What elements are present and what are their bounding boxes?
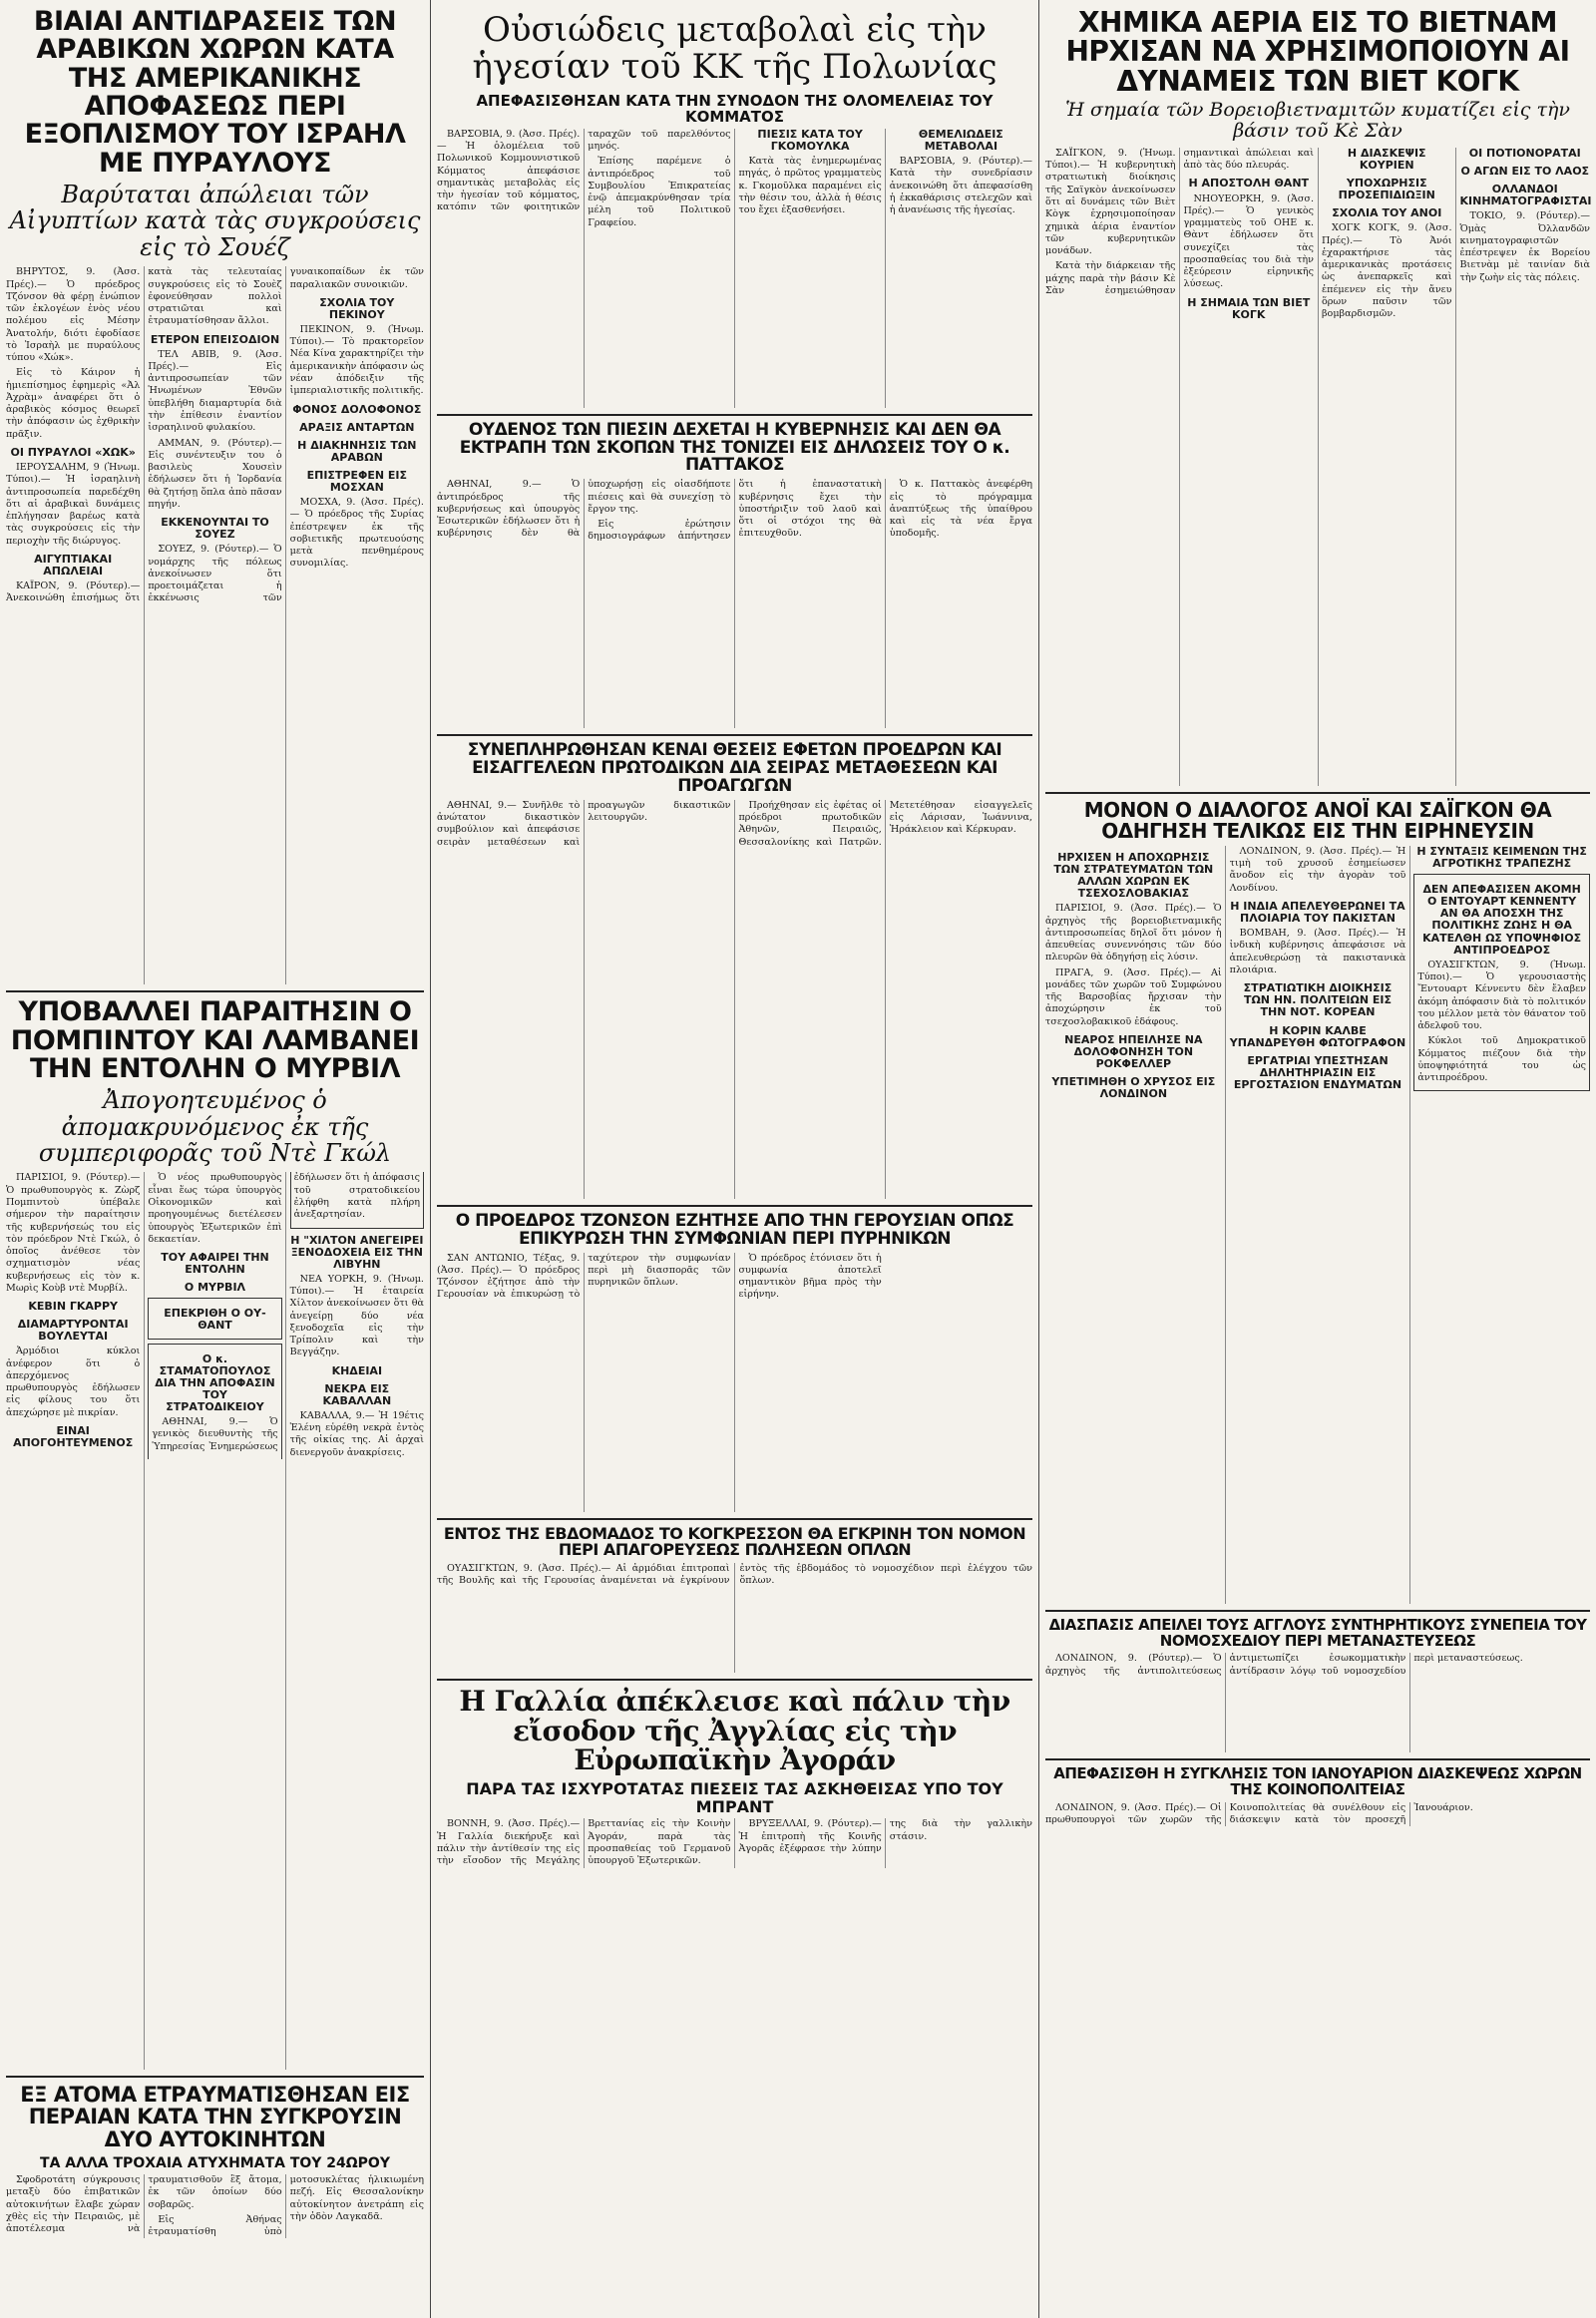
article-conservatives [1045, 1653, 1590, 1752]
paragraph: ΙΕΡΟΥΣΑΛΗΜ, 9 (Ἡνωμ. Τύποι).— Ἡ ἰσραηλινὴ ἀντιπροσωπεία παρεδέχθη ὅτι αἱ ἀραβικαὶ δυνάμεις ἐπλήγησαν βαρέως κατὰ τὰς συγκρούσεις εἰς τὴν περιοχὴν τῆς διώρυγος. [6, 462, 141, 547]
kicker: Η ΔΙΑΚΗΝΗΣΙΣ ΤΩΝ ΑΡΑΒΩΝ [297, 438, 417, 464]
divider [1045, 792, 1590, 794]
subhead-khe-sanh: Ἡ σημαία τῶν Βορειοβιετναμιτῶν κυματίζει εἰς τὴν βάσιν τοῦ Κὲ Σὰν [1065, 99, 1570, 143]
paragraph: ΚΑΪΡΟΝ, 9. (Ρόυτερ).— Ἀνεκοινώθη ἐπισήμως ὅτι κατὰ τὰς τελευταίας συγκρούσεις εἰς τὸ Σουὲζ ἐφονεύθησαν πολλοὶ στρατιῶται καὶ ἐτραυματίσθησαν ἄλλοι. [6, 266, 282, 604]
divider [6, 990, 424, 992]
kicker: ΦΟΝΟΣ ΔΟΛΟΦΟΝΟΣ [292, 402, 422, 416]
subhead-brandt: ΠΑΡΑ ΤΑΣ ΙΣΧΥΡΟΤΑΤΑΣ ΠΙΕΣΕΙΣ ΤΑΣ ΑΣΚΗΘΕΙΣΑΣ ΥΠΟ ΤΟΥ ΜΠΡΑΝΤ [466, 1779, 1003, 1816]
headline-pattakos: ΟΥΔΕΝΟΣ ΤΩΝ ΠΙΕΣΙΝ ΔΕΧΕΤΑΙ Η ΚΥΒΕΡΝΗΣΙΣ ΚΑΙ ΔΕΝ ΘΑ ΕΚΤΡΑΠΗ ΤΩΝ ΣΚΟΠΩΝ ΤΗΣ ΤΟΝΙΖΕΙ ΕΙΣ ΔΗΛΩΣΕΙΣ ΤΟΥ Ο κ. ΠΑΤΤΑΚΟΣ [459, 419, 1010, 476]
kicker: ΤΟΥ ΑΦΑΙΡΕΙ ΤΗΝ ΕΝΤΟΛΗΝ [161, 1251, 269, 1277]
paragraph: Κατὰ τὴν διάρκειαν τῆς μάχης παρὰ τὴν βάσιν Κὲ Σὰν ἐσημειώθησαν σημαντικαὶ ἀπώλειαι καὶ ἀπὸ τὰς δύο πλευράς. [1045, 147, 1314, 296]
paragraph: Ὁ πρόεδρος ἐτόνισεν ὅτι ἡ συμφωνία ἀποτελεῖ σημαντικὸν βῆμα πρὸς τὴν εἰρήνην. [738, 1252, 882, 1301]
paragraph: ΠΕΚΙΝΟΝ, 9. (Ἡνωμ. Τύποι).— Τὸ πρακτορεῖον Νέα Κίνα χαρακτηρίζει τὴν ἀμερικανικὴν ἀπόφασιν ὡς νέαν ἀπόδειξιν τῆς ἰμπεριαλιστικῆς πολιτικῆς. [289, 323, 424, 397]
paragraph: ΑΜΜΑΝ, 9. (Ρόυτερ).— Εἰς συνέντευξιν του ὁ βασιλεὺς Χουσεὶν ἐδήλωσεν ὅτι ἡ Ἰορδανία θὰ ζητήσῃ ὅπλα ἀπὸ πᾶσαν πηγήν. [148, 437, 282, 510]
paragraph: ΠΡΑΓΑ, 9. (Ἀσσ. Πρές).— Αἱ μονάδες τῶν χωρῶν τοῦ Συμφώνου τῆς Βαρσοβίας ἤρχισαν τὴν ἀποχώρησιν ἐκ τοῦ τσεχοσλοβακικοῦ ἐδάφους. [1045, 966, 1222, 1027]
paragraph: Ὁ νέος πρωθυπουργὸς εἶναι ἕως τώρα ὑπουργὸς Οἰκονομικῶν καὶ προηγουμένως διετέλεσεν ὑπουργὸς Ἐξωτερικῶν ἐπὶ δεκαετίαν. [148, 1172, 282, 1245]
kicker: ΘΕΜΕΛΙΩΔΕΙΣ ΜΕΤΑΒΟΛΑΙ [918, 127, 1003, 153]
paragraph: ΛΟΝΔΙΝΟΝ, 9. (Ἀσσ. Πρές).— Οἱ πρωθυπουργοὶ τῶν χωρῶν τῆς Κοινοπολιτείας θὰ συνέλθουν εἰς διάσκεψιν κατὰ τὸν προσεχῆ Ἰανουάριον. [1045, 1801, 1473, 1826]
article-vietnam [1045, 148, 1590, 786]
paragraph: ΠΑΡΙΣΙΟΙ, 9. (Ρόυτερ).— Ὁ πρωθυπουργὸς κ. Ζὼρζ Πομπιντοὺ ὑπέβαλε σήμερον τὴν παραίτησιν τῆς κυβερνήσεώς του εἰς τὸν πρόεδρον Ντὲ Γκώλ, ὁ ὁποῖος ἀνέθεσε τὸν σχηματισμὸν νέας κυβερνήσεως εἰς τὸν κ. Μωρὶς Κοὺβ ντὲ Μυρβίλ. [6, 1172, 141, 1294]
divider [1045, 1758, 1590, 1760]
paragraph: Εἰς Ἀθήνας ἐτραυματίσθη ὑπὸ μοτοσυκλέτας ἡλικιωμένη πεζή. Εἰς Θεσσαλονίκην αὐτοκίνητον ἀνετράπη εἰς τὴν ὁδὸν Λαγκαδᾶ. [148, 2173, 424, 2238]
column-right [1039, 0, 1596, 2318]
headline-car-crash: ΕΞ ΑΤΟΜΑ ΕΤΡΑΥΜΑΤΙΣΘΗΣΑΝ ΕΙΣ ΠΕΡΑΙΑΝ ΚΑΤΑ ΤΗΝ ΣΥΓΚΡΟΥΣΙΝ ΔΥΟ ΑΥΤΟΚΙΝΗΤΩΝ [20, 2083, 410, 2151]
paragraph: ΑΘΗΝΑΙ, 9.— Ὁ γενικὸς διευθυντὴς τῆς Ὑπηρεσίας Ἐνημερώσεως ἐδήλωσεν ὅτι ἡ ἀπόφασις τοῦ στρατοδικείου ἐλήφθη κατὰ πλήρη ἀνεξαρτησίαν. [152, 1172, 420, 1452]
paragraph: ΑΘΗΝΑΙ, 9.— Ὁ ἀντιπρόεδρος τῆς κυβερνήσεως καὶ ὑπουργὸς Ἐσωτερικῶν ἐδήλωσεν ὅτι ἡ κυβέρνησις δὲν θὰ ὑποχωρήσῃ εἰς οἱασδήποτε πιέσεις καὶ θὰ συνεχίσῃ τὸ ἔργον της. [437, 479, 731, 540]
kicker: ΕΠΙΣΤΡΕΦΕΝ ΕΙΣ ΜΟΣΧΑΝ [306, 468, 408, 495]
paragraph: ΠΑΡΙΣΙΟΙ, 9. (Ἀσσ. Πρές).— Ὁ ἀρχηγὸς τῆς βορειοβιετναμικῆς ἀντιπροσωπείας δηλοῖ ὅτι μόνον ἡ ἀπευθείας συνεννόησις τῶν δύο πλευρῶν θὰ ὁδηγήσῃ εἰς λύσιν. [1045, 903, 1222, 964]
kicker: ΗΡΧΙΣΕΝ Η ΑΠΟΧΩΡΗΣΙΣ ΤΩΝ ΣΤΡΑΤΕΥΜΑΤΩΝ ΤΩΝ ΑΛΛΩΝ ΧΩΡΩΝ ΕΚ ΤΣΕΧΟΣΛΟΒΑΚΙΑΣ [1053, 850, 1214, 901]
paragraph: ΝΕΑ ΥΟΡΚΗ, 9. (Ἡνωμ. Τύποι).— Ἡ ἑταιρεία Χίλτον ἀνεκοίνωσεν ὅτι θὰ ἀνεγείρῃ δύο νέα ξενοδοχεῖα εἰς τὴν Τρίπολιν καὶ τὴν Βεγγάζην. [289, 1273, 424, 1358]
article-poland [437, 129, 1032, 408]
headline-congress-guns: ΕΝΤΟΣ ΤΗΣ ΕΒΔΟΜΑΔΟΣ ΤΟ ΚΟΓΚΡΕΣΣΟΝ ΘΑ ΕΓΚΡΙΝΗ ΤΟΝ ΝΟΜΟΝ ΠΕΡΙ ΑΠΑΓΟΡΕΥΣΕΩΣ ΠΩΛΗΣΕΩΝ ΟΠΛΩΝ [443, 1523, 1026, 1560]
kicker: ΕΙΝΑΙ ΑΠΟΓΟΗΤΕΥΜΕΝΟΣ [13, 1423, 134, 1450]
kicker: ΕΡΓΑΤΡΙΑΙ ΥΠΕΣΤΗΣΑΝ ΔΗΛΗΤΗΡΙΑΣΙΝ ΕΙΣ ΕΡΓΟΣΤΑΣΙΟΝ ΕΝΔΥΜΑΤΩΝ [1233, 1053, 1402, 1091]
kicker: ΔΕΝ ΑΠΕΦΑΣΙΣΕΝ ΑΚΟΜΗ Ο ΕΝΤΟΥΑΡΤ ΚΕΝΝΕΝΤΥ ΑΝ ΘΑ ΑΠΟΣΧΗ ΤΗΣ ΠΟΛΙΤΙΚΗΣ ΖΩΗΣ Η ΘΑ ΚΑΤΕΛΘΗ ΩΣ ΥΠΟΨΗΦΙΟΣ ΑΝΤΙΠΡΟΕΔΡΟΣ [1422, 883, 1582, 957]
kicker: Η ΔΙΑΣΚΕΨΙΣ ΚΟΥΡΙΕΝ [1347, 146, 1426, 173]
paragraph: ΒΑΡΣΟΒΙΑ, 9. (Ἀσσ. Πρές).— Ἡ ὁλομέλεια τοῦ Πολωνικοῦ Κομμουνιστικοῦ Κόμματος ἀπεφάσισε σημαντικὰς μεταβολὰς εἰς τὴν ἡγεσίαν τοῦ κόμματος, κατόπιν τῶν φοιτητικῶν ταραχῶν τοῦ παρελθόντος μηνός. [437, 128, 731, 213]
headline-johnson-nuclear: Ο ΠΡΟΕΔΡΟΣ ΤΖΟΝΣΟΝ ΕΖΗΤΗΣΕ ΑΠΟ ΤΗΝ ΓΕΡΟΥΣΙΑΝ ΟΠΩΣ ΕΠΙΚΥΡΩΣΗ ΤΗΝ ΣΥΜΦΩΝΙΑΝ ΠΕΡΙ ΠΥΡΗΝΙΚΩΝ [455, 1210, 1014, 1249]
paragraph: Κύκλοι τοῦ Δημοκρατικοῦ Κόμματος πιέζουν διὰ τὴν ὑποψηφιότητά του ὡς ἀντιπροέδρου. [1417, 1035, 1586, 1084]
kicker: Ο κ. ΣΤΑΜΑΤΟΠΟΥΛΟΣ ΔΙΑ ΤΗΝ ΑΠΟΦΑΣΙΝ ΤΟΥ ΣΤΡΑΤΟΔΙΚΕΙΟΥ [155, 1352, 275, 1413]
kicker: ΕΠΕΚΡΙΘΗ Ο ΟΥ-ΘΑΝΤ [164, 1307, 266, 1333]
kicker: ΣΧΟΛΙΑ ΤΟΥ ΠΕΚΙΝΟΥ [319, 295, 395, 321]
paragraph: Εἰς τὸ Κάιρον ἡ ἡμιεπίσημος ἐφημερὶς «Ἀλ Ἀχρὰμ» ἀναφέρει ὅτι ὁ ἀραβικὸς κόσμος θεωρεῖ τὴν ἀπόφασιν ὡς ἐχθρικὴν πρᾶξιν. [6, 367, 141, 440]
paragraph: ΑΘΗΝΑΙ, 9.— Συνῆλθε τὸ ἀνώτατον δικαστικὸν συμβούλιον καὶ ἀπεφάσισε σειρὰν μεταθέσεων καὶ προαγωγῶν δικαστικῶν λειτουργῶν. [437, 799, 731, 848]
paragraph: Ἐπίσης παρέμενε ὁ ἀντιπρόεδρος τοῦ Συμβουλίου Ἐπικρατείας ἐνῷ ἀπεμακρύνθησαν τρία μέλη τοῦ Πολιτικοῦ Γραφείου. [588, 156, 731, 228]
kicker: ΥΠΟΧΩΡΗΣΙΣ ΠΡΟΣΕΠΙΔΙΩΞΙΝ [1338, 177, 1435, 202]
paragraph: ΒΑΡΣΟΒΙΑ, 9. (Ρόυτερ).— Κατὰ τὴν συνεδρίασιν ἀνεκοινώθη ὅτι ἀπεφασίσθη ἡ ἐκκαθάρισις στελεχῶν καὶ ἡ ἀνανέωσις τῆς ἡγεσίας. [889, 155, 1032, 216]
headline-arab-reactions: ΒΙΑΙΑΙ ΑΝΤΙΔΡΑΣΕΙΣ ΤΩΝ ΑΡΑΒΙΚΩΝ ΧΩΡΩΝ ΚΑΤΑ ΤΗΣ ΑΜΕΡΙΚΑΝΙΚΗΣ ΑΠΟΦΑΣΕΩΣ ΠΕΡΙ ΕΞΟΠΛΙΣΜΟΥ ΤΟΥ ΙΣΡΑΗΛ ΜΕ ΠΥΡΑΥΛΟΥΣ [24, 6, 406, 179]
divider [6, 2076, 424, 2078]
subhead-egyptian-losses: Βαρύταται ἀπώλειαι τῶν Αἰγυπτίων κατὰ τὰς συγκρούσεις εἰς τὸ Σουέζ [9, 181, 421, 261]
paragraph: Προήχθησαν εἰς ἐφέτας οἱ πρόεδροι πρωτοδικῶν Ἀθηνῶν, Πειραιῶς, Θεσσαλονίκης καὶ Πατρῶν. Μετετέθησαν εἰσαγγελεῖς εἰς Λάρισαν, Ἰωάννινα, Ἡράκλειον καὶ Κέρκυραν. [738, 799, 1032, 848]
paragraph: ΒΟΝΝΗ, 9. (Ἀσσ. Πρές).— Ἡ Γαλλία διεκήρυξε καὶ πάλιν τὴν ἀντίθεσίν της εἰς τὴν εἴσοδον τῆς Μεγάλης Βρεττανίας εἰς τὴν Κοινὴν Ἀγοράν, παρὰ τὰς προσπαθείας τοῦ Γερμανοῦ ὑπουργοῦ Ἐξωτερικῶν. [437, 1818, 731, 1867]
kicker: ΝΕΑΡΟΣ ΗΠΕΙΛΗΣΕ ΝΑ ΔΟΛΟΦΟΝΗΣΗ ΤΟΝ ΡΟΚΦΕΛΛΕΡ [1064, 1032, 1203, 1071]
kicker: ΑΡΑΞΙΣ ΑΝΤΑΡΤΩΝ [299, 420, 415, 434]
paragraph: Εἰς ἐρώτησιν δημοσιογράφων ἀπήντησεν ὅτι ἡ ἐπαναστατικὴ κυβέρνησις ἔχει τὴν ὑποστήριξιν τοῦ λαοῦ καὶ ὅτι οἱ στόχοι της θὰ ἐπιτευχθοῦν. [588, 479, 882, 543]
headline-commonwealth: ΑΠΕΦΑΣΙΣΘΗ Η ΣΥΓΚΛΗΣΙΣ ΤΟΝ ΙΑΝΟΥΑΡΙΟΝ ΔΙΑΣΚΕΨΕΩΣ ΧΩΡΩΝ ΤΗΣ ΚΟΙΝΟΠΟΛΙΤΕΙΑΣ [1053, 1764, 1582, 1799]
kicker: Η ΑΠΟΣΤΟΛΗ ΘΑΝΤ [1188, 177, 1310, 191]
paragraph: ΤΟΚΙΟ, 9. (Ρόυτερ).— Ὁμὰς Ὀλλανδῶν κινηματογραφιστῶν ἐπέστρεψεν ἐκ Βορείου Βιετνὰμ μὲ ταινίαν διὰ τὴν ζωὴν εἰς τὰς πόλεις. [1459, 210, 1590, 283]
paragraph: ΒΡΥΞΕΛΛΑΙ, 9. (Ρόυτερ).— Ἡ ἐπιτροπὴ τῆς Κοινῆς Ἀγορᾶς ἐξέφρασε τὴν λύπην της διὰ τὴν γαλλικὴν στάσιν. [738, 1818, 1032, 1855]
kicker: ΟΙ ΠΥΡΑΥΛΟΙ «ΧΩΚ» [10, 445, 136, 459]
paragraph: ΧΟΓΚ ΚΟΓΚ, 9. (Ἀσσ. Πρές).— Τὸ Ἀνόι ἐχαρακτήρισε τὰς ἀμερικανικὰς προτάσεις ὡς ἀνεπαρκεῖς καὶ ἐπέμενεν εἰς τὴν ἄνευ ὅρων παῦσιν τῶν βομβαρδισμῶν. [1322, 222, 1452, 320]
column-middle [431, 0, 1039, 2318]
divider [1045, 1610, 1590, 1612]
kicker: Ο ΑΓΩΝ ΕΙΣ ΤΟ ΛΑΟΣ [1460, 165, 1590, 179]
kicker: ΕΚΚΕΝΟΥΝΤΑΙ ΤΟ ΣΟΥΕΖ [161, 516, 269, 542]
article-france-britain [437, 1818, 1032, 1867]
article-hanoi-saigon [1045, 846, 1590, 1604]
kicker: Η "ΧΙΛΤΟΝ ΑΝΕΓΕΙΡΕΙ ΞΕΝΟΔΟΧΕΙΑ ΕΙΣ ΤΗΝ ΛΙΒΥΗΝ [290, 1233, 424, 1271]
paragraph: ΟΥΑΣΙΓΚΤΩΝ, 9. (Ἀσσ. Πρές).— Αἱ ἀρμόδιαι ἐπιτροπαὶ τῆς Βουλῆς καὶ τῆς Γερουσίας ἀναμένεται νὰ ἐγκρίνουν ἐντὸς τῆς ἑβδομάδος τὸ νομοσχέδιον περὶ ἐλέγχου τῶν ὅπλων. [437, 1563, 1032, 1587]
paragraph: ΝΗΟΥΕΟΡΚΗ, 9. (Ἀσσ. Πρές).— Ὁ γενικὸς γραμματεὺς τοῦ ΟΗΕ κ. Θὰντ ἐδήλωσεν ὅτι συνεχίζει τὰς προσπαθείας του διὰ τὴν ἐξεύρεσιν εἰρηνικῆς λύσεως. [1183, 193, 1314, 290]
kicker: ΚΗΔΕΙΑΙ [331, 1363, 383, 1377]
kicker: ΣΤΡΑΤΙΩΤΙΚΗ ΔΙΟΙΚΗΣΙΣ ΤΩΝ ΗΝ. ΠΟΛΙΤΕΙΩΝ ΕΙΣ ΤΗΝ ΝΟΤ. ΚΟΡΕΑΝ [1243, 981, 1393, 1019]
paragraph: ΟΥΑΣΙΓΚΤΩΝ, 9. (Ἡνωμ. Τύποι).— Ὁ γερουσιαστὴς Ἔντουαρτ Κέννεντυ δὲν ἔλαβεν ἀκόμη ἀπόφασιν διὰ τὸ πολιτικόν του μέλλον μετὰ τὸν θάνατον τοῦ ἀδελφοῦ του. [1417, 959, 1586, 1032]
article-johnson-nuclear [437, 1253, 1032, 1512]
paragraph: ΣΑΪΓΚΟΝ, 9. (Ἡνωμ. Τύποι).— Ἡ κυβερνητικὴ στρατιωτικὴ διοίκησις τῆς Σαϊγκὸν ἀνεκοίνωσεν ὅτι αἱ δυνάμεις τῶν Βιὲτ Κὸγκ ἐχρησιμοποίησαν χημικὰ ἀέρια ἐναντίον τῶν κυβερνητικῶν μονάδων. [1045, 147, 1176, 257]
headline-conservatives: ΔΙΑΣΠΑΣΙΣ ΑΠΕΙΛΕΙ ΤΟΥΣ ΑΓΓΛΟΥΣ ΣΥΝΤΗΡΗΤΙΚΟΥΣ ΣΥΝΕΠΕΙΑ ΤΟΥ ΝΟΜΟΣΧΕΔΙΟΥ ΠΕΡΙ ΜΕΤΑΝΑΣΤΕΥΣΕΩΣ [1048, 1615, 1587, 1650]
kicker: ΝΕΚΡΑ ΕΙΣ ΚΑΒΑΛΛΑΝ [322, 1381, 392, 1407]
divider [437, 734, 1032, 736]
paragraph: ΣΟΥΕΖ, 9. (Ρόυτερ).— Ὁ νομάρχης τῆς πόλεως ἀνεκοίνωσεν ὅτι προετοιμάζεται ἡ ἐκκένωσις τῶν γυναικοπαίδων ἐκ τῶν παραλιακῶν συνοικιῶν. [148, 266, 424, 604]
kicker: Η ΚΟΡΙΝ ΚΑΛΒΕ ΥΠΑΝΔΡΕΥΘΗ ΦΩΤΟΓΡΑΦΟΝ [1229, 1023, 1406, 1049]
article-judges [437, 800, 1032, 1199]
headline-poland: Οὐσιώδεις μεταβολαὶ εἰς τὴν ἡγεσίαν τοῦ ΚΚ τῆς Πολωνίας [472, 10, 998, 88]
paragraph: Κατὰ τὰς ἐνημερωμένας πηγάς, ὁ πρῶτος γραμματεὺς κ. Γκομοῦλκα παραμένει εἰς τὴν θέσιν του, ἀλλὰ ἡ θέσις του ἔχει ἐξασθενήσει. [738, 155, 882, 216]
paragraph: ΚΑΒΑΛΛΑ, 9.— Ἡ 19έτις Ἑλένη εὑρέθη νεκρὰ ἐντὸς τῆς οἰκίας της. Αἱ ἀρχαὶ διενεργοῦν ἀνακρίσεις. [289, 1409, 424, 1458]
kicker: ΚΕΒΙΝ ΓΚΑΡΡΥ [28, 1300, 118, 1314]
subhead-poland: ΑΠΕΦΑΣΙΣΘΗΣΑΝ ΚΑΤΑ ΤΗΝ ΣΥΝΟΔΟΝ ΤΗΣ ΟΛΟΜΕΛΕΙΑΣ ΤΟΥ ΚΟΜΜΑΤΟΣ [476, 91, 994, 127]
headline-hanoi-saigon: ΜΟΝΟΝ Ο ΔΙΑΛΟΓΟΣ ΑΝΟΪ ΚΑΙ ΣΑΪΓΚΟΝ ΘΑ ΟΔΗΓΗΣΗ ΤΕΛΙΚΩΣ ΕΙΣ ΤΗΝ ΕΙΡΗΝΕΥΣΙΝ [1083, 797, 1552, 843]
divider [437, 1679, 1032, 1681]
column-left [0, 0, 431, 2318]
paragraph: ΛΟΝΔΙΝΟΝ, 9. (Ἀσσ. Πρές).— Ἡ τιμὴ τοῦ χρυσοῦ ἐσημείωσεν ἄνοδον εἰς τὴν ἀγορὰν τοῦ Λονδίνου. [1229, 845, 1406, 894]
kicker: ΥΠΕΤΙΜΗΘΗ Ο ΧΡΥΣΟΣ ΕΙΣ ΛΟΝΔΙΝΟΝ [1051, 1075, 1216, 1101]
paragraph: Ὁ κ. Παττακὸς ἀνεφέρθη εἰς τὸ πρόγραμμα ἀναπτύξεως τῆς ὑπαίθρου καὶ εἰς τὰ νέα ἔργα ὑποδομῆς. [889, 479, 1032, 540]
kicker: ΣΧΟΛΙΑ ΤΟΥ ΑΝΟΙ [1332, 206, 1442, 220]
subhead-de-gaulle: Ἀπογοητευμένος ὁ ἀπομακρυνόμενος ἐκ τῆς συμπεριφορᾶς τοῦ Ντὲ Γκώλ [38, 1086, 392, 1168]
headline-vietnam-gas: ΧΗΜΙΚΑ ΑΕΡΙΑ ΕΙΣ ΤΟ ΒΙΕΤΝΑΜ ΗΡΧΙΣΑΝ ΝΑ ΧΡΗΣΙΜΟΠΟΙΟΥΝ ΑΙ ΔΥΝΑΜΕΙΣ ΤΩΝ ΒΙΕΤ ΚΟΓΚ [1065, 6, 1570, 98]
kicker: Η ΙΝΔΙΑ ΑΠΕΛΕΥΘΕΡΩΝΕΙ ΤΑ ΠΛΟΙΑΡΙΑ ΤΟΥ ΠΑΚΙΣΤΑΝ [1230, 900, 1405, 926]
article-commonwealth [1045, 1802, 1590, 1827]
kicker: Η ΣΥΝΤΑΞΙΣ ΚΕΙΜΕΝΩΝ ΤΗΣ ΑΓΡΟΤΙΚΗΣ ΤΡΑΠΕΖΗΣ [1416, 844, 1587, 871]
divider [437, 1205, 1032, 1207]
kicker: Η ΣΗΜΑΙΑ ΤΩΝ ΒΙΕΤ ΚΟΓΚ [1187, 295, 1311, 321]
article-arab-reactions [6, 266, 424, 984]
paragraph: ΒΗΡΥΤΟΣ, 9. (Ἀσσ. Πρές).— Ὁ πρόεδρος Τζόνσον θὰ φέρῃ ἐνώπιον τῶν ἐκλογέων ἑνὸς νέου πολέμου εἰς Μέσην Ἀνατολήν, διότι ἐφοδίασε τὸ Ἰσραὴλ με πυραύλους τύπου «Χώκ». [6, 266, 141, 364]
kicker: ΑΙΓΥΠΤΙΑΚΑΙ ΑΠΩΛΕΙΑΙ [34, 552, 113, 578]
paragraph: ΜΟΣΧΑ, 9. (Ἀσσ. Πρές).— Ὁ πρόεδρος τῆς Συρίας ἐπέστρεψεν ἐκ τῆς σοβιετικῆς πρωτευούσης μετὰ πενθημέρους συνομιλίας. [289, 497, 424, 570]
article-pompidou [6, 1172, 424, 2070]
article-pattakos [437, 479, 1032, 728]
kicker: ΕΤΕΡΟΝ ΕΠΕΙΣΟΔΙΟΝ [150, 332, 280, 346]
paragraph: ΤΕΛ ΑΒΙΒ, 9. (Ἀσσ. Πρές).— Εἰς ἀντιπροσωπείαν τῶν Ἡνωμένων Ἐθνῶν ὑπεβλήθη διαμαρτυρία διὰ τὴν ἐπίθεσιν ἐναντίον ἰσραηλινοῦ φυλακίου. [148, 348, 282, 434]
paragraph: Σφοδροτάτη σύγκρουσις μεταξὺ δύο ἐπιβατικῶν αὐτοκινήτων ἔλαβε χώραν χθὲς εἰς τὴν Πειραιῶς, μὲ ἀποτέλεσμα νὰ τραυματισθοῦν ἓξ ἄτομα, ἐκ τῶν ὁποίων δύο σοβαρῶς. [6, 2173, 282, 2235]
headline-france-britain: Η Γαλλία ἀπέκλεισε καὶ πάλιν τὴν εἴσοδον τῆς Ἀγγλίας εἰς τὴν Εὐρωπαϊκὴν Ἀγοράν [459, 1685, 1010, 1776]
article-congress-guns [437, 1563, 1032, 1673]
divider [437, 1518, 1032, 1520]
paragraph: ΛΟΝΔΙΝΟΝ, 9. (Ρόυτερ).— Ὁ ἀρχηγὸς τῆς ἀντιπολιτεύσεως ἀντιμετωπίζει ἐσωκομματικὴν ἀντίδρασιν λόγῳ τοῦ νομοσχεδίου περὶ μεταναστεύσεως. [1045, 1653, 1523, 1677]
kicker: ΠΙΕΣΙΣ ΚΑΤΑ ΤΟΥ ΓΚΟΜΟΥΛΚΑ [757, 127, 863, 153]
divider [437, 414, 1032, 416]
kicker: ΔΙΑΜΑΡΤΥΡΟΝΤΑΙ ΒΟΥΛΕΥΤΑΙ [17, 1318, 129, 1344]
subhead-traffic: ΤΑ ΑΛΛΑ ΤΡΟΧΑΙΑ ΑΤΥΧΗΜΑΤΑ ΤΟΥ 24ΩΡΟΥ [40, 2154, 390, 2171]
kicker: ΟΙ ΠΟΤΙΟΝΟΡΑΤΑΙ [1468, 146, 1581, 160]
kicker: ΟΛΛΑΝΔΟΙ ΚΙΝΗΜΑΤΟΓΡΑΦΙΣΤΑΙ [1459, 183, 1592, 208]
headline-pompidou-resigns: ΥΠΟΒΑΛΛΕΙ ΠΑΡΑΙΤΗΣΙΝ Ο ΠΟΜΠΙΝΤΟΥ ΚΑΙ ΛΑΜΒΑΝΕΙ ΤΗΝ ΕΝΤΟΛΗΝ Ο ΜΥΡΒΙΛ [10, 996, 420, 1084]
paragraph: ΒΟΜΒΑΗ, 9. (Ἀσσ. Πρές).— Ἡ ἰνδικὴ κυβέρνησις ἀπεφάσισε νὰ ἀπελευθερώσῃ τὰ πακιστανικὰ πλοιάρια. [1229, 928, 1406, 975]
paragraph: Ἀρμόδιοι κύκλοι ἀνέφερον ὅτι ὁ ἀπερχόμενος πρωθυπουργὸς ἐδήλωσεν εἰς φίλους του ὅτι ἀπεχώρησε μὲ πικρίαν. [6, 1346, 141, 1418]
headline-judges: ΣΥΝΕΠΛΗΡΩΘΗΣΑΝ ΚΕΝΑΙ ΘΕΣΕΙΣ ΕΦΕΤΩΝ ΠΡΟΕΔΡΩΝ ΚΑΙ ΕΙΣΑΓΓΕΛΕΩΝ ΠΡΩΤΟΔΙΚΩΝ ΔΙΑ ΣΕΙΡΑΣ ΜΕΤΑΘΕΣΕΩΝ ΚΑΙ ΠΡΟΑΓΩΓΩΝ [467, 740, 1002, 796]
article-car-crash [6, 2174, 424, 2238]
paragraph: ΣΑΝ ΑΝΤΩΝΙΟ, Τέξας, 9. (Ἀσσ. Πρές).— Ὁ πρόεδρος Τζόνσον ἐζήτησε ἀπὸ τὴν Γερουσίαν νὰ ἐπικυρώσῃ τὸ ταχύτερον τὴν συμφωνίαν περὶ μὴ διασπορᾶς τῶν πυρηνικῶν ὅπλων. [437, 1252, 731, 1301]
kicker: Ο ΜΥΡΒΙΛ [184, 1281, 246, 1295]
